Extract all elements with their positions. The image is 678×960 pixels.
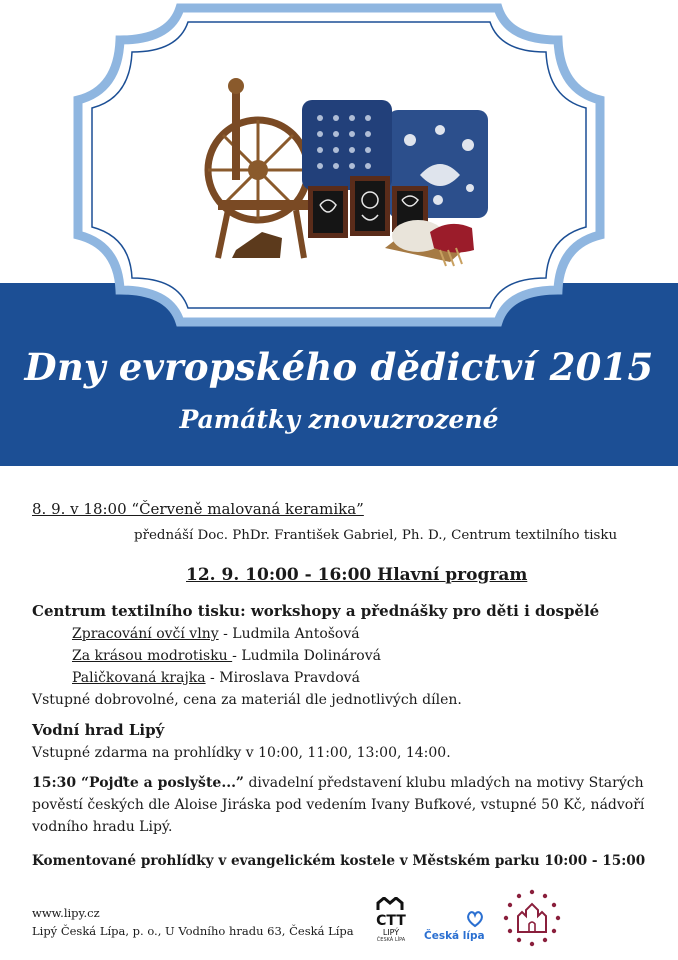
workshop-name: Za krásou modrotisku <box>72 648 233 664</box>
ctt-roof-icon <box>376 897 406 911</box>
hrad-heading: Vodní hrad Lipý <box>32 721 165 739</box>
heritage-emblem-icon <box>502 888 562 948</box>
page-subtitle: Památky znovuzrozené <box>179 405 499 434</box>
workshop-person: Miroslava Pravdová <box>219 670 360 686</box>
performance-line-2: pověstí českých dle Aloise Jiráska pod vedením Ivany Bufkové, vstupné 50 Kč, nádvoří <box>32 797 645 813</box>
workshop-person: Ludmila Antošová <box>232 626 360 642</box>
centrum-heading: Centrum textilního tisku: workshopy a přednášky pro děti i dospělé <box>32 602 600 620</box>
workshop-item: Za krásou modrotisku - Ludmila Dolinárová <box>72 648 381 664</box>
event1-heading: 8. 9. v 18:00 “Červeně malovaná keramika” <box>32 500 364 518</box>
heritage-stars-logo <box>502 888 562 948</box>
heart-icon <box>466 910 484 928</box>
workshop-item: Paličkovaná krajka - Miroslava Pravdová <box>72 670 360 686</box>
decorative-frame <box>0 0 678 340</box>
footer-web: www.lipy.cz <box>32 906 100 920</box>
workshop-item: Zpracování ovčí vlny - Ludmila Antošová <box>72 626 360 642</box>
hrad-note: Vstupné zdarma na prohlídky v 10:00, 11:00, 13:00, 14:00. <box>32 745 451 761</box>
main-program-heading: 12. 9. 10:00 - 16:00 Hlavní program <box>186 565 528 585</box>
workshop-name: Paličkovaná krajka <box>72 670 206 686</box>
tours-line: Komentované prohlídky v evangelickém kostele v Městském parku 10:00 - 15:00 <box>32 853 646 869</box>
ceska-lipa-logo: Česká lípa <box>424 910 490 950</box>
centrum-note: Vstupné dobrovolné, cena za materiál dle jednotlivých dílen. <box>32 692 462 708</box>
footer-address: Lipý Česká Lípa, p. o., U Vodního hradu 63, Česká Lípa <box>32 924 354 938</box>
page-title: Dny evropského dědictví 2015 <box>24 345 654 389</box>
event1-detail: přednáší Doc. PhDr. František Gabriel, Ph. D., Centrum textilního tisku <box>134 528 618 543</box>
workshop-person: Ludmila Dolinárová <box>241 648 381 664</box>
performance-line-1: 15:30 “Pojďte a poslyšte...” divadelní představení klubu mladých na motivy Starých <box>32 775 644 791</box>
ctt-logo: CTT LIPÝ ČESKÁ LÍPA <box>368 896 414 946</box>
performance-line-3: vodního hradu Lipý. <box>32 819 173 835</box>
workshop-name: Zpracování ovčí vlny <box>72 626 219 642</box>
